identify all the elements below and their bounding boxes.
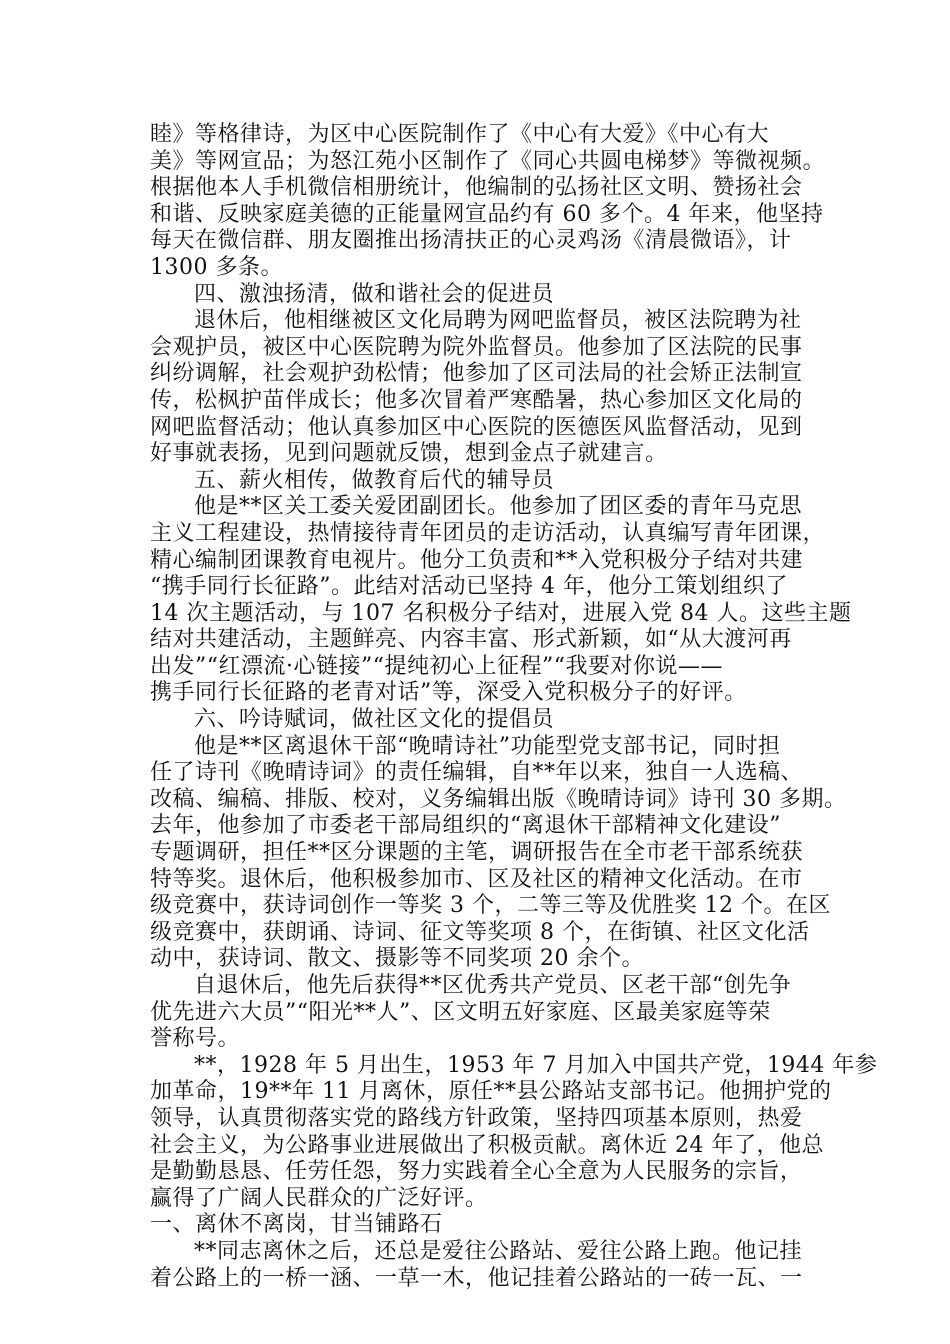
text-line: 退休后，他相继被区文化局聘为网吧监督员，被区法院聘为社 (194, 308, 802, 334)
text-line: 每天在微信群、朋友圈推出扬清扶正的心灵鸡汤《清晨微语》，计 (150, 228, 792, 254)
text-line: 根据他本人手机微信相册统计，他编制的弘扬社区文明、赞扬社会 (150, 175, 803, 201)
text-line: 六、吟诗赋词，做社区文化的提倡员 (194, 707, 555, 733)
text-line: 14 次主题活动，与 107 名积极分子结对，进展入党 84 人。这些主题 (150, 600, 852, 626)
text-line: 好事就表扬，见到问题就反馈，想到金点子就建言。 (150, 441, 668, 467)
text-line: 和谐、反映家庭美德的正能量网宣品约有 60 多个。4 年来，他坚持 (150, 201, 824, 227)
text-line: 加革命，19**年 11 月离休，原任**县公路站支部书记。他拥护党的 (150, 1079, 832, 1105)
text-line: 睦》等格律诗，为区中心医院制作了《中心有大爱》《中心有大 (150, 122, 770, 147)
text-line: 专题调研，担任**区分课题的主笔，调研报告在全市老干部系统获 (150, 840, 804, 866)
text-line: 级竞赛中，获朗诵、诗词、征文等奖项 8 个，在街镇、社区文化活 (150, 919, 810, 945)
text-line: 社会主义，为公路事业进展做出了积极贡献。离休近 24 年了，他总 (150, 1132, 824, 1158)
text-line: 出发”“红漂流·心链接”“提纯初心上征程”“我要对你说—— (150, 653, 723, 679)
text-line: 美》等网宣品；为怒江苑小区制作了《同心共圆电梯梦》等微视频。 (150, 148, 826, 174)
text-line: 五、薪火相传，做教育后代的辅导员 (194, 467, 555, 493)
text-line: 会观护员，被区中心医院聘为院外监督员。他参加了区法院的民事 (150, 334, 803, 360)
text-line: **，1928 年 5 月出生，1953 年 7 月加入中国共产党，1944 年参 (194, 1052, 878, 1078)
text-line: “携手同行长征路”。此结对活动已坚持 4 年，他分工策划组织了 (150, 574, 788, 600)
text-line: 赢得了广阔人民群众的广泛好评。 (150, 1185, 488, 1211)
text-line: 四、激浊扬清，做和谐社会的促进员 (194, 281, 555, 307)
text-line: 主义工程建设，热情接待青年团员的走访活动，认真编写青年团课， (150, 520, 826, 546)
text-line: 他是**区关工委关爱团副团长。他参加了团区委的青年马克思 (194, 494, 803, 520)
text-line: 是勤勤恳恳、任劳任怨，努力实践着全心全意为人民服务的宗旨， (150, 1159, 803, 1185)
text-line: 精心编制团课教育电视片。他分工负责和**入党积极分子结对共建 (150, 547, 804, 573)
text-line: 誉称号。 (150, 1026, 241, 1052)
text-line: 任了诗刊《晚晴诗词》的责任编辑，自**年以来，独自一人选稿、 (150, 760, 804, 786)
text-line: 网吧监督活动；他认真参加区中心医院的医德医风监督活动，见到 (150, 414, 803, 440)
text-line: 动中，获诗词、散文、摄影等不同奖项 20 余个。 (150, 946, 644, 972)
text-line: 改稿、编稿、排版、校对，义务编辑出版《晚晴诗词》诗刊 30 多期。 (150, 786, 847, 812)
text-line: 着公路上的一桥一涵、一草一木，他记挂着公路站的一砖一瓦、一 (150, 1265, 803, 1291)
document-body (150, 122, 878, 1292)
text-line: 去年，他参加了市委老干部局组织的“离退休干部精神文化建设” (150, 813, 781, 839)
text-line: 领导，认真贯彻落实党的路线方针政策，坚持四项基本原则，热爱 (150, 1105, 803, 1131)
text-line: 1300 多条。 (150, 254, 283, 280)
text-line: 携手同行长征路的老青对话”等，深受入党积极分子的好评。 (150, 680, 747, 706)
text-line: 级竞赛中，获诗词创作一等奖 3 个，二等三等及优胜奖 12 个。在区 (150, 893, 831, 919)
text-line: 优先进六大员”“阳光**人”、区文明五好家庭、区最美家庭等荣 (150, 999, 771, 1025)
text-line: 纠纷调解，社会观护劲松情；他参加了区司法局的社会矫正法制宣 (150, 361, 803, 387)
text-line: 传，松枫护苗伴成长；他多次冒着严寒酷暑，热心参加区文化局的 (150, 387, 803, 413)
text-line: 一、离休不离岗，甘当铺路石 (150, 1212, 443, 1238)
text-line: **同志离休之后，还总是爱往公路站、爱往公路上跑。他记挂 (194, 1238, 803, 1264)
text-line: 结对共建活动，主题鲜亮、内容丰富、形式新颖，如“从大渡河再 (150, 627, 792, 653)
text-line: 他是**区离退休干部“晚晴诗社”功能型党支部书记，同时担 (194, 733, 781, 759)
text-line: 自退休后，他先后获得**区优秀共产党员、区老干部“创先争 (194, 973, 792, 998)
text-line: 特等奖。退休后，他积极参加市、区及社区的精神文化活动。在市 (150, 866, 803, 892)
